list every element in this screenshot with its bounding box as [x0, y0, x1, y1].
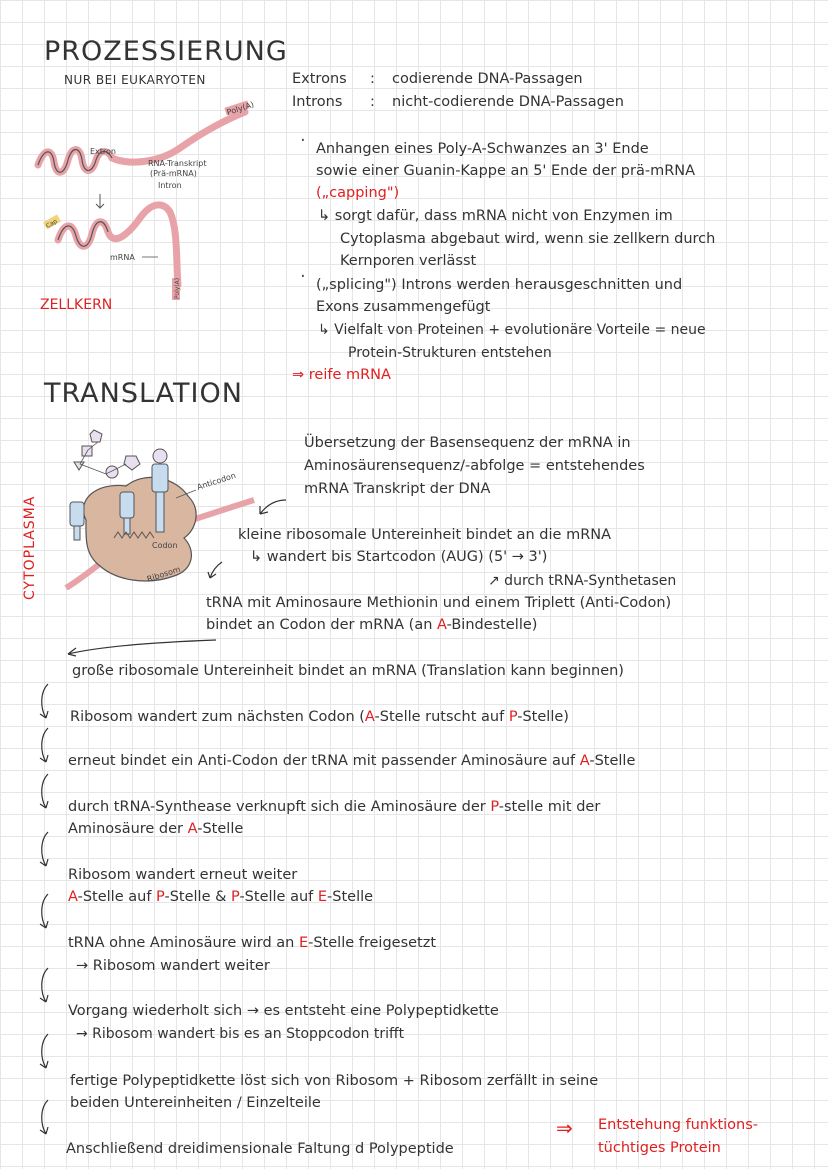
step-arrow-8 [36, 1098, 56, 1138]
step-peptide-bond-1: durch tRNA-Synthease verknupft sich die Aminosäure der P-stelle mit der [68, 799, 601, 815]
pra-mrna-label: (Prä-mRNA) [150, 169, 197, 178]
step-repeat-2: → Ribosom wandert bis es an Stoppcodon trifft [76, 1026, 405, 1042]
step-trna-released-1: tRNA ohne Aminosäure wird an E-Stelle freigesetzt [68, 935, 437, 951]
mrna-label: mRNA [110, 253, 135, 262]
curved-arrow-2 [204, 560, 228, 584]
cap-label: Cap [44, 217, 59, 230]
step-arrow-1 [36, 682, 56, 722]
bullet-1: · [300, 130, 306, 151]
translation-title: TRANSLATION [44, 378, 243, 409]
step-peptide-bond-2: Aminosäure der A-Stelle [68, 821, 244, 837]
step-arrow-5 [36, 892, 56, 932]
extron-label: Extron [90, 147, 117, 156]
processing-diagram [30, 100, 260, 300]
zellkern-label: ZELLKERN [40, 297, 113, 313]
introns-label: Introns [292, 94, 343, 110]
long-arrow [62, 636, 222, 660]
synthetase-note: ↗ durch tRNA-Synthetasen [488, 573, 677, 589]
translation-intro-3: mRNA Transkript der DNA [304, 481, 491, 497]
step-ribosome-moves-again-2: A-Stelle auf P-Stelle & P-Stelle auf E-Stelle [68, 889, 374, 905]
result-mature-mrna: ⇒ reife mRNA [292, 367, 391, 383]
splicing-sub-2: Protein-Strukturen entstehen [348, 345, 552, 361]
step-trna-1: tRNA mit Aminosaure Methionin und einem Triplett (Anti-Codon) [206, 595, 672, 611]
anticodon-label: Anticodon [195, 470, 237, 492]
intron-label: Intron [158, 181, 182, 190]
cytoplasma-label: CYTOPLASMA [22, 495, 38, 600]
step-trna-2: bindet an Codon der mRNA (an A-Bindestelle) [206, 617, 538, 633]
colon-1: : [370, 71, 375, 87]
step-arrow-2 [36, 726, 56, 766]
capping-line-2: sowie einer Guanin-Kappe an 5' Ende der prä-mRNA [316, 163, 696, 179]
step-polypeptide-released-1: fertige Polypeptidkette löst sich von Ribosom + Ribosom zerfällt in seine [70, 1073, 599, 1089]
rna-transkript-label: RNA-Transkript [148, 159, 207, 168]
step-trna-released-2: → Ribosom wandert weiter [76, 958, 270, 974]
step-ribosome-moves-again-1: Ribosom wandert erneut weiter [68, 867, 298, 883]
bullet-2: · [300, 266, 306, 287]
final-arrow: ⇒ [556, 1116, 573, 1140]
final-result-2: tüchtiges Protein [598, 1140, 721, 1156]
translation-intro-2: Aminosäurensequenz/-abfolge = entstehendes [304, 458, 645, 474]
capping-sub-3: Kernporen verlässt [340, 253, 477, 269]
translation-intro-1: Übersetzung der Basensequenz der mRNA in [304, 435, 631, 451]
poly-a-label-top: Poly(A) [225, 100, 256, 118]
step-small-subunit-2: ↳ wandert bis Startcodon (AUG) (5' → 3') [250, 549, 548, 565]
capping-line-1: Anhangen eines Poly-A-Schwanzes an 3' Ende [316, 141, 649, 157]
step-arrow-4 [36, 830, 56, 870]
extrons-label: Extrons [292, 71, 347, 87]
splicing-line-2: Exons zusammengefügt [316, 299, 491, 315]
processing-subtitle: NUR BEI EUKARYOTEN [64, 73, 206, 87]
introns-text: nicht-codierende DNA-Passagen [392, 94, 624, 110]
final-result-1: Entstehung funktions- [598, 1117, 759, 1133]
ribosom-label: Ribosom [145, 564, 182, 584]
capping-sub-1: ↳ sorgt dafür, dass mRNA nicht von Enzymen im [318, 208, 673, 224]
step-arrow-7 [36, 1032, 56, 1072]
extrons-text: codierende DNA-Passagen [392, 71, 583, 87]
step-arrow-6 [36, 966, 56, 1006]
step-anticodon-binds: erneut bindet ein Anti-Codon der tRNA mit passender Aminosäure auf A-Stelle [68, 753, 636, 769]
poly-a-label-bottom: Poly(A) [174, 277, 181, 299]
step-arrow-3 [36, 772, 56, 812]
step-ribosome-moves: Ribosom wandert zum nächsten Codon (A-Stelle rutscht auf P-Stelle) [70, 709, 569, 725]
processing-title: PROZESSIERUNG [44, 36, 288, 67]
capping-term: („capping") [316, 185, 400, 201]
curved-arrow-1 [252, 496, 292, 520]
step-repeat-1: Vorgang wiederholt sich → es entsteht eine Polypeptidkette [68, 1003, 499, 1019]
step-small-subunit-1: kleine ribosomale Untereinheit bindet an die mRNA [238, 527, 612, 543]
step-folding: Anschließend dreidimensionale Faltung d Polypeptide [66, 1141, 454, 1157]
codon-label: Codon [152, 541, 178, 550]
step-polypeptide-released-2: beiden Untereinheiten / Einzelteile [70, 1095, 321, 1111]
colon-2: : [370, 94, 375, 110]
splicing-sub-1: ↳ Vielfalt von Proteinen + evolutionäre Vorteile = neue [318, 322, 706, 338]
step-large-subunit: große ribosomale Untereinheit bindet an mRNA (Translation kann beginnen) [72, 663, 624, 679]
capping-sub-2: Cytoplasma abgebaut wird, wenn sie zellkern durch [340, 231, 716, 247]
splicing-line-1: („splicing") Introns werden herausgeschnitten und [316, 277, 683, 293]
